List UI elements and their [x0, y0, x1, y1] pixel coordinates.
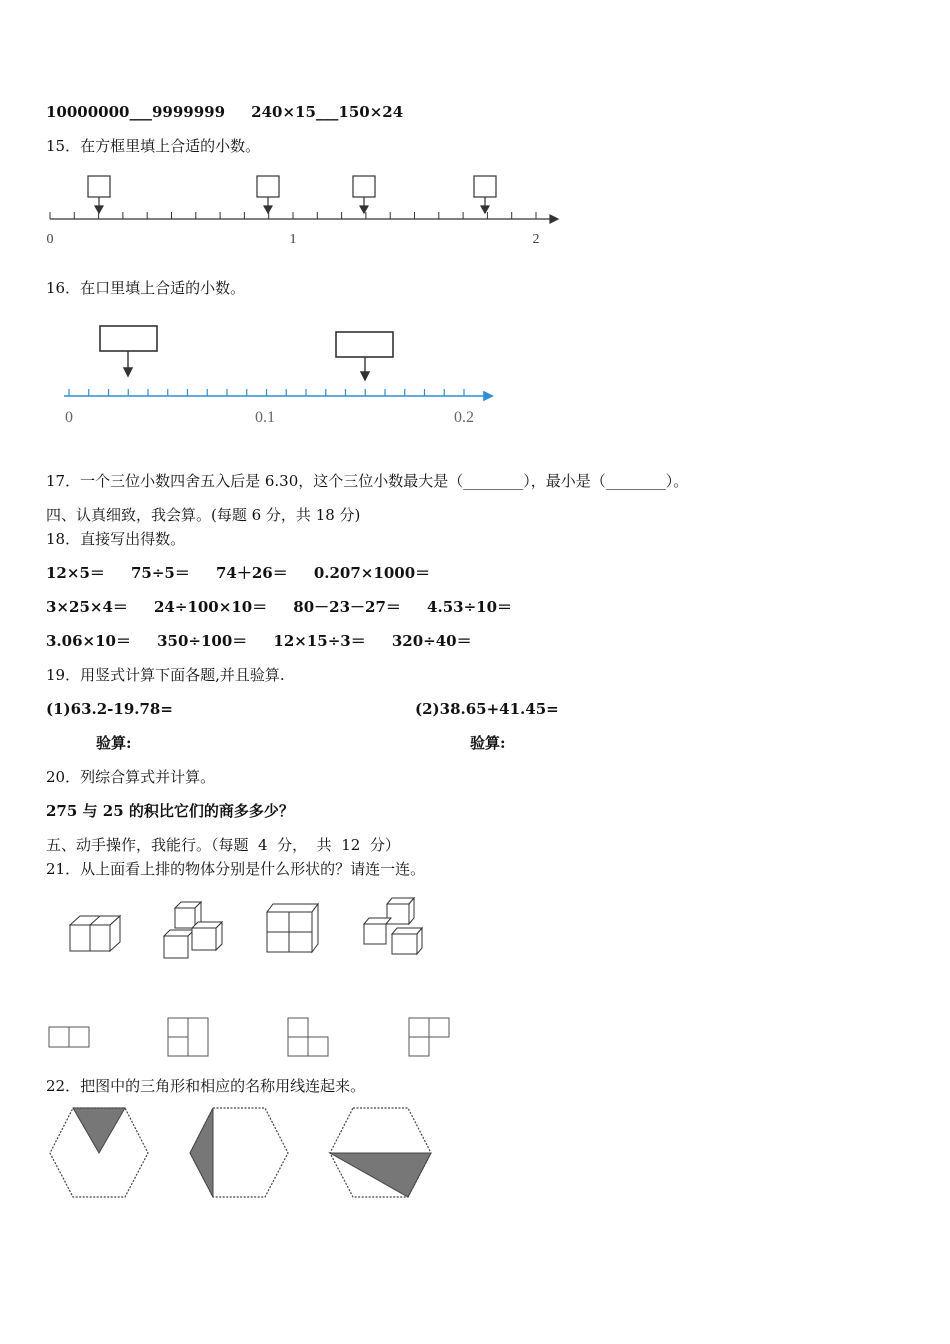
q16-label-1: 0.1 — [255, 409, 275, 426]
q17-text: 17．一个三位小数四舍五入后是 6.30，这个三位小数最大是（________），最小是（________）。 — [46, 472, 689, 490]
q16-number-line — [60, 320, 500, 430]
q18-row-3: 3.06×10＝ 350÷100＝ 12×15÷3＝ 320÷40＝ — [46, 632, 472, 650]
q19-check-1: 验算: — [96, 734, 132, 752]
q15-answer-box-3[interactable] — [353, 176, 375, 197]
q19-problem-1: (1)63.2-19.78= — [46, 700, 173, 718]
q18-row-1: 12×5＝ 75÷5＝ 74＋26＝ 0.207×1000＝ — [46, 564, 431, 582]
q15-number-line — [44, 168, 574, 253]
q15-label-0: 0 — [46, 232, 54, 247]
view-2[interactable] — [168, 1018, 208, 1056]
q16-answer-box-1[interactable] — [100, 326, 157, 351]
view-1[interactable] — [49, 1027, 89, 1047]
view-4[interactable] — [409, 1018, 449, 1056]
q22-title: 22．把图中的三角形和相应的名称用线连起来。 — [46, 1077, 366, 1095]
section5-title: 五、动手操作，我能行。（每题 4 分， 共 12 分） — [46, 836, 400, 854]
triangle-2[interactable] — [190, 1108, 213, 1197]
q15-answer-box-4[interactable] — [474, 176, 496, 197]
q18-title: 18．直接写出得数。 — [46, 530, 186, 548]
view-3[interactable] — [288, 1018, 328, 1056]
q19-problem-2: (2)38.65+41.45= — [415, 700, 559, 718]
q15-label-2: 2 — [532, 232, 540, 247]
q15-title: 15．在方框里填上合适的小数。 — [46, 137, 261, 155]
q16-label-0: 0 — [65, 409, 73, 426]
q18-row-2: 3×25×4＝ 24÷100×10＝ 80－23－27＝ 4.53÷10＝ — [46, 598, 513, 616]
q15-answer-box-1[interactable] — [88, 176, 110, 197]
q20-title: 20．列综合算式并计算。 — [46, 768, 216, 786]
solid-3[interactable] — [267, 904, 318, 952]
q15-label-1: 1 — [289, 232, 297, 247]
q20-text: 275 与 25 的积比它们的商多多少？ — [46, 802, 294, 820]
q21-figure — [40, 890, 460, 1070]
solid-1[interactable] — [70, 916, 120, 951]
q22-figure — [40, 1100, 460, 1205]
q16-answer-box-2[interactable] — [336, 332, 393, 357]
q16-label-2: 0.2 — [454, 409, 474, 426]
q16-title: 16．在口里填上合适的小数。 — [46, 279, 246, 297]
q14-compare-line: 10000000___9999999 240×15___150×24 — [46, 103, 404, 121]
q15-answer-box-2[interactable] — [257, 176, 279, 197]
q21-title: 21．从上面看上排的物体分别是什么形状的？请连一连。 — [46, 860, 426, 878]
solid-4[interactable] — [364, 898, 422, 954]
section4-title: 四、认真细致，我会算。(每题 6 分，共 18 分) — [46, 506, 361, 524]
solid-2[interactable] — [164, 902, 222, 958]
q19-title: 19．用竖式计算下面各题,并且验算. — [46, 666, 285, 684]
q19-check-2: 验算: — [470, 734, 506, 752]
